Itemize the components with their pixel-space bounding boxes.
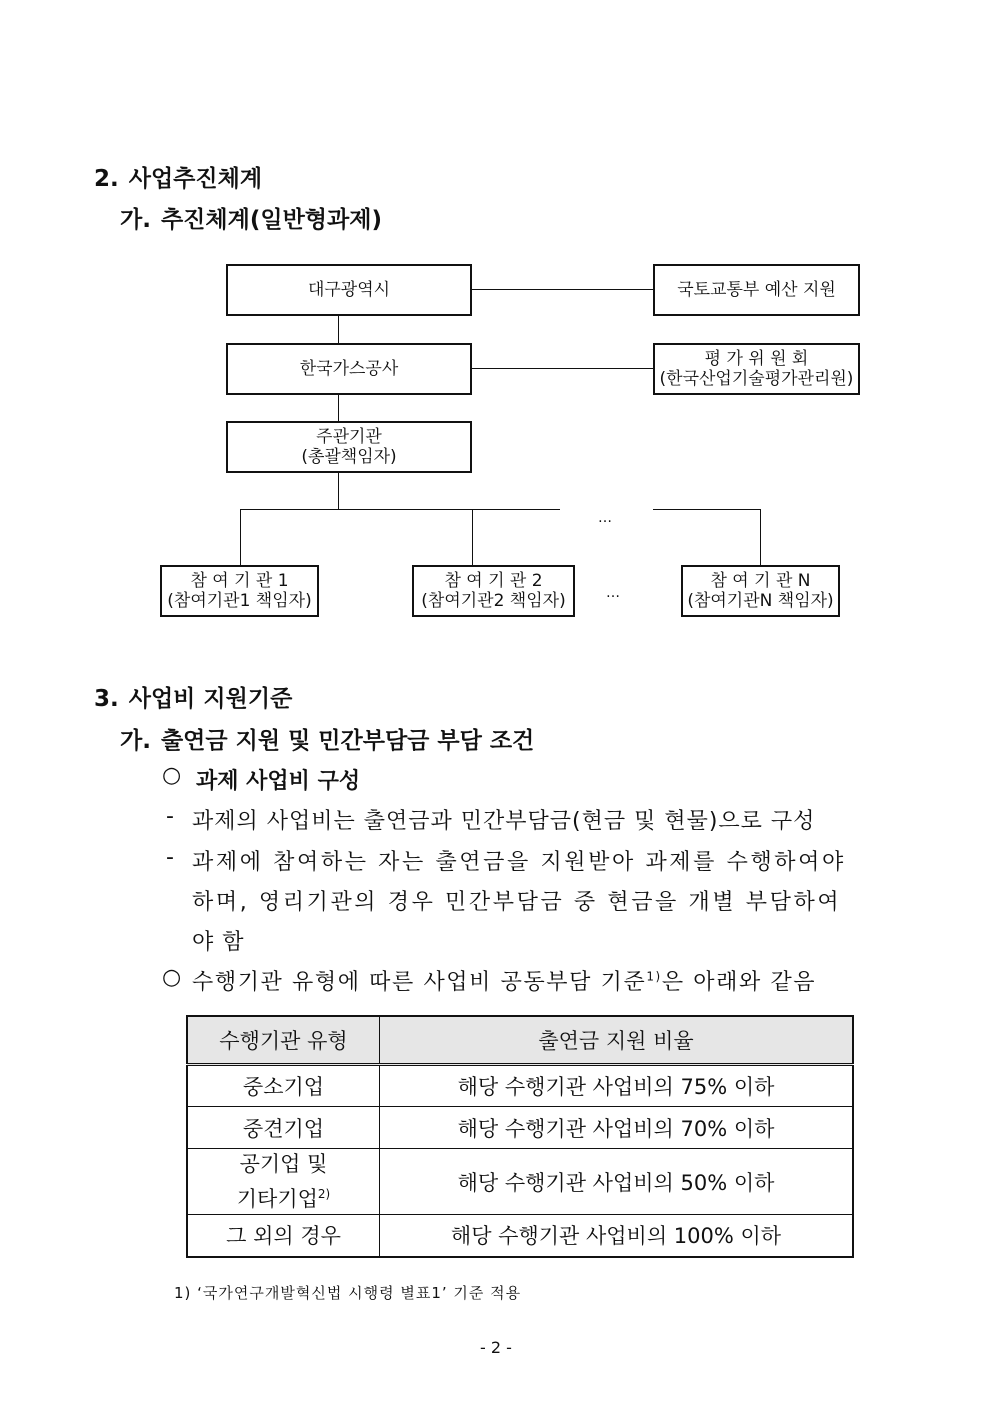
daegu-label: 대구광역시 [307, 280, 391, 300]
connector-line [472, 368, 653, 369]
molit-label: 국토교통부 예산 지원 [677, 280, 836, 300]
lead-org-box [226, 421, 472, 473]
ellipsis: … [606, 585, 621, 601]
section-title: 출연금 지원 및 민간부담금 부담 조건 [160, 728, 535, 754]
dash-marker: - [166, 804, 175, 829]
lead-org-title: 주관기관 [316, 427, 382, 447]
lead-org-role: (총괄책임자) [301, 447, 397, 467]
org-type-line: 기타기업 [236, 1187, 318, 1211]
budget-item-1: 과제의 사업비는 출연금과 민간부담금(현금 및 현물)으로 구성 [192, 809, 816, 834]
page-number: - 2 - [480, 1338, 512, 1357]
funding-ratio-table [186, 1015, 854, 1258]
section-number: 가. [120, 728, 151, 754]
footnote-ref: 2) [317, 1187, 331, 1201]
kogas-label: 한국가스공사 [299, 359, 399, 379]
section-number: 가. [120, 207, 151, 233]
daegu-box [226, 264, 472, 316]
table-row [187, 1149, 853, 1215]
footnote: 1) ‘국가연구개발혁신법 시행령 별표1’ 기준 적용 [174, 1284, 522, 1302]
section-title: 사업비 지원기준 [128, 686, 293, 712]
ratio-cell: 해당 수행기관 사업비의 100% 이하 [380, 1215, 854, 1257]
committee-box [653, 343, 860, 395]
budget-item-2-line-2: 하며, 영리기관의 경우 민간부담금 중 현금을 개별 부담하여 [192, 890, 842, 915]
org-type-line: 공기업 및 [239, 1152, 328, 1176]
participant-box-1 [160, 565, 319, 617]
budget-subheading: 과제 사업비 구성 [196, 769, 361, 794]
budget-item-2-line-3: 야 함 [192, 930, 245, 955]
connector-line [472, 289, 653, 290]
column-header-org-type: 수행기관 유형 [187, 1016, 380, 1065]
ratio-cell: 해당 수행기관 사업비의 70% 이하 [380, 1107, 854, 1149]
committee-title: 평 가 위 원 회 [704, 349, 809, 369]
subsection-heading-3a [120, 722, 534, 755]
section-title: 사업추진체계 [128, 166, 263, 192]
table-row [187, 1215, 853, 1257]
statement-text: 은 아래와 같음 [661, 970, 817, 995]
connector-line [240, 509, 560, 510]
committee-org: (한국산업기술평가관리원) [659, 369, 854, 389]
participant-box-2 [412, 565, 575, 617]
subsection-heading-2a [120, 201, 382, 234]
org-type-cell [187, 1149, 380, 1215]
table-row [187, 1065, 853, 1107]
participant-title: 참 여 기 관 2 [444, 571, 543, 591]
org-type-cell: 그 외의 경우 [187, 1215, 380, 1257]
participant-role: (참여기관N 책임자) [687, 591, 834, 611]
connector-line [338, 473, 339, 509]
bullet-circle: ○ [162, 763, 182, 788]
statement-text: 수행기관 유형에 따른 사업비 공동부담 기준 [192, 970, 647, 995]
ratio-cell: 해당 수행기관 사업비의 50% 이하 [380, 1149, 854, 1215]
footnote-ref: 1) [646, 969, 662, 984]
section-heading-2 [94, 160, 262, 193]
section-number: 3. [94, 686, 119, 712]
connector-line [338, 395, 339, 421]
budget-item-2-line-1: 과제에 참여하는 자는 출연금을 지원받아 과제를 수행하여야 [192, 850, 846, 875]
participant-role: (참여기관1 책임자) [167, 591, 312, 611]
table-header-row [187, 1016, 853, 1065]
connector-line [472, 509, 473, 565]
molit-box [653, 264, 860, 316]
connector-line [338, 316, 339, 343]
dash-marker: - [166, 845, 175, 870]
section-heading-3 [94, 680, 292, 713]
table-row [187, 1107, 853, 1149]
ratio-cell: 해당 수행기관 사업비의 75% 이하 [380, 1065, 854, 1107]
org-type-cell: 중소기업 [187, 1065, 380, 1107]
org-type-cell: 중견기업 [187, 1107, 380, 1149]
column-header-ratio: 출연금 지원 비율 [380, 1016, 854, 1065]
participant-title: 참 여 기 관 N [710, 571, 811, 591]
bullet-circle: ○ [162, 965, 182, 990]
connector-line [760, 509, 761, 565]
participant-role: (참여기관2 책임자) [421, 591, 566, 611]
section-number: 2. [94, 166, 119, 192]
ellipsis: … [598, 510, 613, 526]
cost-sharing-statement [192, 965, 816, 996]
participant-title: 참 여 기 관 1 [190, 571, 289, 591]
connector-line [653, 509, 761, 510]
section-title: 추진체계(일반형과제) [160, 207, 382, 233]
participant-box-n [681, 565, 840, 617]
connector-line [240, 509, 241, 565]
kogas-box [226, 343, 472, 395]
